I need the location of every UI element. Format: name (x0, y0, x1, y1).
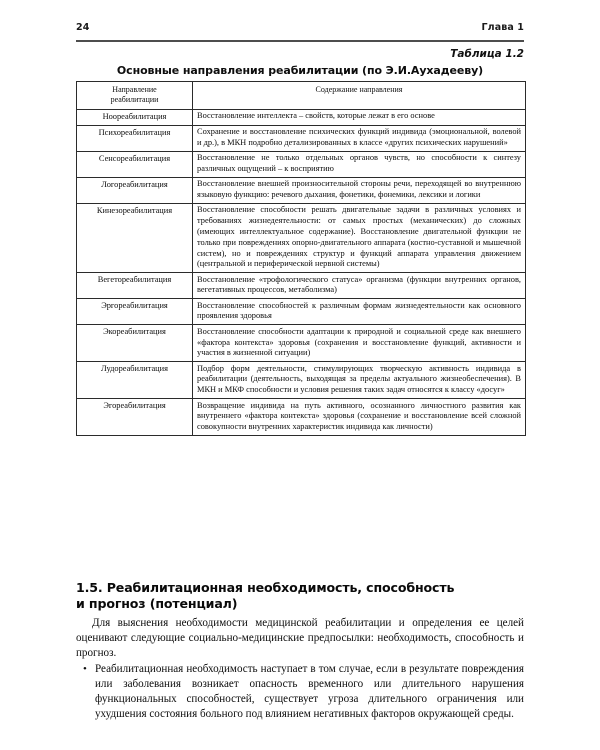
direction-description: Восстановление способности решать двигательные задачи в различных условиях и требованиях жизнедеятельности: от самых простых (механических) до сложных (имеющих интеллектуальное содержание). Восстановление двигательной функции не только при повреждениях опорно-двигательного аппарата (костно-суставной и мышечной систем), но и повреждениях структур и функций аппарата управления движением (центральной и периферической нервной системы) (193, 203, 526, 272)
direction-description: Сохранение и восстановление психических функций индивида (эмоциональной, волевой и др.), в МКН подробно детализированных в классе «других психических нарушений» (193, 125, 526, 151)
table-row (77, 299, 526, 325)
column-header-direction-line1: Направление (112, 85, 157, 94)
section-heading-line1: 1.5. Реабилитационная необходимость, способность (76, 580, 455, 596)
direction-name: Логореабилитация (77, 177, 193, 203)
direction-name: Вегетореабилитация (77, 273, 193, 299)
table-row (77, 125, 526, 151)
section-heading (76, 580, 524, 612)
direction-description: Восстановление «трофологического статуса» организма (функции внутренних органов, вегетативных процессов, метаболизма) (193, 273, 526, 299)
direction-name: Кинезореабилитация (77, 203, 193, 272)
direction-name: Психореабилитация (77, 125, 193, 151)
header-rule (76, 40, 524, 42)
bullet-dot-icon: • (83, 663, 87, 676)
table-row (77, 273, 526, 299)
running-header (76, 22, 524, 40)
direction-name: Лудореабилитация (77, 362, 193, 399)
direction-name: Эргореабилитация (77, 299, 193, 325)
direction-description: Возвращение индивида на путь активного, осознанного личностного развития как внутреннего «фактора контекста» здоровья (сохранение и восстановление всей сложной совокупности внутренних характеристик индивида как личности) (193, 399, 526, 436)
rehabilitation-directions-table (76, 81, 526, 436)
section-heading-line2: и прогноз (потенциал) (76, 596, 238, 612)
direction-name: Экореабилитация (77, 325, 193, 362)
chapter-label: Глава 1 (481, 22, 524, 33)
direction-description: Восстановление способностей к различным формам жизнедеятельности как основного проявления здоровья (193, 299, 526, 325)
section-body (76, 616, 524, 722)
table-row (77, 362, 526, 399)
table-row (77, 109, 526, 125)
column-header-direction (77, 82, 193, 110)
column-header-content: Содержание направления (193, 82, 526, 110)
direction-description: Подбор форм деятельности, стимулирующих творческую активность индивида в реабилитации (деятельность, выходящая за пределы актуального жизнеобеспечения). В МКН и МКФ способности и условия решения таких задач относятся к классу «досуг» (193, 362, 526, 399)
table-head (77, 82, 526, 110)
bullet-list (76, 662, 524, 722)
table-row (77, 203, 526, 272)
direction-name: Эгореабилитация (77, 399, 193, 436)
table-row (77, 325, 526, 362)
direction-description: Восстановление внешней произносительной стороны речи, переходящей во внутреннюю языковую функцию: речевого дыхания, фонетики, фонемики, лексики и логики (193, 177, 526, 203)
table-row (77, 399, 526, 436)
table-row (77, 177, 526, 203)
direction-name: Сенсореабилитация (77, 151, 193, 177)
direction-description: Восстановление способности адаптации к природной и социальной среде как внешнего «фактора контекста» здоровья (сохранения и восстановление функций, активности и участия в жизненной ситуации) (193, 325, 526, 362)
list-item-text: Реабилитационная необходимость наступает в том случае, если в результате повреждения или заболевания возникает опасность временного или длительного нарушения функциональных способностей, существует угроза длительного ограничения или ухудшения состояния больного под влиянием негативных факторов окружающей среды. (95, 663, 524, 721)
directions-table-wrapper (76, 81, 525, 436)
table-body (77, 109, 526, 435)
direction-description: Восстановление интеллекта – свойств, которые лежат в его основе (193, 109, 526, 125)
table-number-label: Таблица 1.2 (450, 48, 524, 60)
direction-description: Восстановление не только отдельных органов чувств, но способности к синтезу различных ощущений – к восприятию (193, 151, 526, 177)
page-number: 24 (76, 22, 90, 33)
table-row (77, 151, 526, 177)
list-item (76, 662, 524, 722)
column-header-direction-line2: реабилитации (110, 95, 159, 105)
table-title: Основные направления реабилитации (по Э.И.Аухадееву) (116, 64, 484, 77)
lead-paragraph: Для выяснения необходимости медицинской реабилитации и определения ее целей оценивают следующие социально-медицинские предпосылки: необходимость, способность и прогноз. (76, 617, 524, 660)
table-header-row (77, 82, 526, 110)
direction-name: Ноореабилитация (77, 109, 193, 125)
